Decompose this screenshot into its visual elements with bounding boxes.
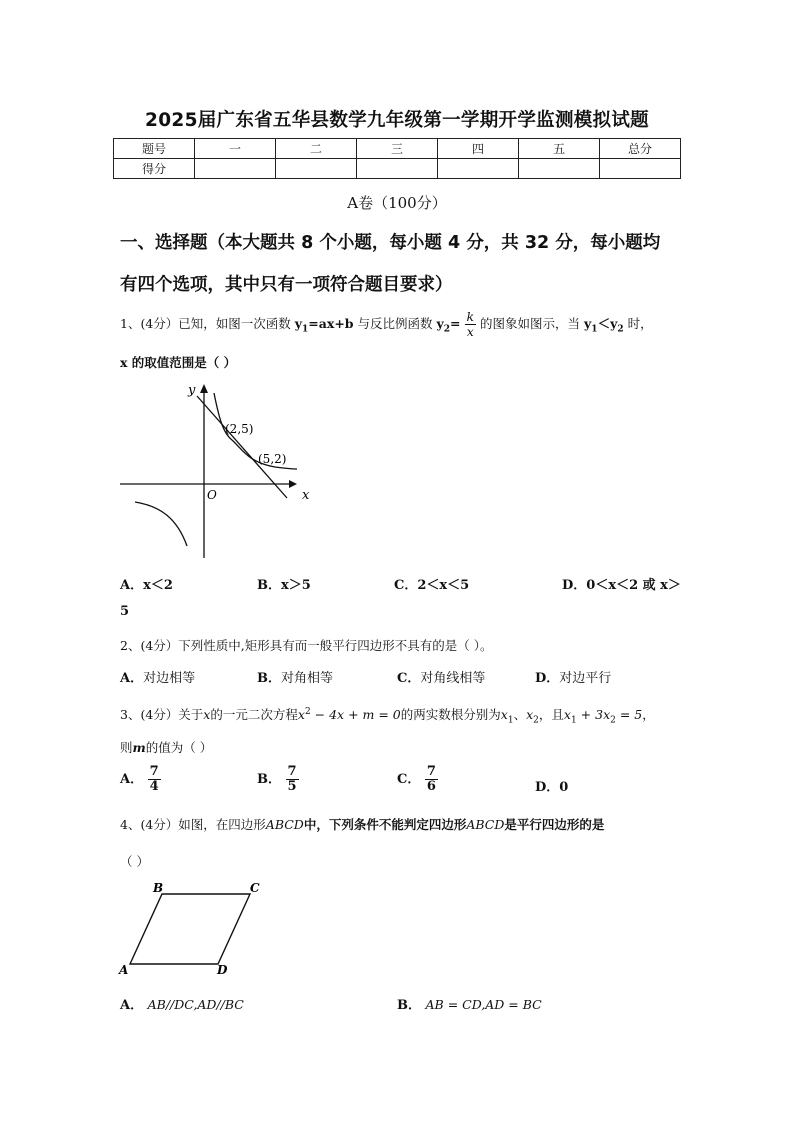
- vertex-label-a: A: [119, 963, 129, 977]
- q1-graph: [115, 378, 320, 563]
- score-header-cell: 总分: [600, 139, 681, 159]
- q1-option-c[interactable]: C．2＜x＜5: [394, 578, 470, 593]
- q3-stem: 3、(4分）关于x的一元二次方程$x^2 - 4x + m = 0$的两实数根分别为$x_1$、$x_2$，且$x_1 + 3x_2 = 5$，: [120, 707, 655, 726]
- q3-option-b-fraction: $\frac{7}{5}$: [287, 764, 297, 794]
- score-table-header-row: [114, 139, 681, 159]
- vertex-label-d: D: [217, 963, 228, 977]
- q3-option-a-fraction: $\frac{7}{4}$: [149, 764, 159, 794]
- score-header-cell: 五: [519, 139, 600, 159]
- score-cell[interactable]: [519, 159, 600, 179]
- q3-stem-line2: 则m的值为（ ）: [120, 740, 213, 755]
- score-cell[interactable]: [357, 159, 438, 179]
- score-cell[interactable]: [195, 159, 276, 179]
- q2-option-c[interactable]: C．对角线相等: [397, 671, 486, 686]
- score-header-cell: 二: [276, 139, 357, 159]
- origin-label: O: [207, 488, 217, 502]
- score-header-cell: 四: [438, 139, 519, 159]
- q3-option-a[interactable]: A． $\frac{7}{4}$: [120, 764, 159, 794]
- q2-option-a[interactable]: A．对边相等: [120, 671, 196, 686]
- q4-parallelogram-figure: [115, 878, 270, 978]
- score-table: [113, 138, 681, 179]
- page-title: 2025届广东省五华县数学九年级第一学期开学监测模拟试题: [145, 110, 649, 131]
- x-axis-label: x: [302, 488, 310, 503]
- q2-stem: 2、(4分）下列性质中,矩形具有而一般平行四边形不具有的是（ ）。: [120, 638, 493, 653]
- score-header-cell: 一: [195, 139, 276, 159]
- score-row-label: 得分: [114, 159, 195, 179]
- q4-option-a[interactable]: A． AB//DC,AD//BC: [120, 997, 244, 1013]
- q1-option-b[interactable]: B．x＞5: [257, 578, 311, 593]
- vertex-label-b: B: [153, 881, 164, 895]
- vertex-label-c: C: [250, 881, 260, 895]
- y-axis-label: y: [188, 383, 196, 398]
- q1-stem: 1、(4分）已知，如图一次函数 $y_1=ax+b$ 与反比例函数 $y_2=$ $\frac{k}{x}$ 的图象如图示，当 $y_1<y_2$ 时，: [120, 309, 653, 339]
- q2-option-d[interactable]: D．对边平行: [535, 671, 612, 686]
- q4-stem: 4、(4分）如图，在四边形ABCD中，下列条件不能判定四边形ABCD是平行四边形的是: [120, 817, 605, 832]
- q4-option-b[interactable]: B． AB = CD,AD = BC: [397, 997, 542, 1013]
- point-label-5-2: (5,2): [258, 452, 287, 466]
- score-cell[interactable]: [600, 159, 681, 179]
- q3-option-b[interactable]: B． $\frac{7}{5}$: [257, 764, 297, 794]
- score-cell[interactable]: [276, 159, 357, 179]
- q1-option-d-wrap: 5: [120, 604, 130, 619]
- parallelogram-abcd: [130, 894, 250, 964]
- score-header-cell: 题号: [114, 139, 195, 159]
- score-header-cell: 三: [357, 139, 438, 159]
- hyperbola-branch-q3: [135, 502, 187, 546]
- q2-option-b[interactable]: B．对角相等: [257, 671, 334, 686]
- x-axis-arrow: [289, 480, 297, 488]
- q1-option-a[interactable]: A．x＜2: [120, 578, 173, 593]
- linear-function-line: [197, 396, 287, 498]
- point-label-2-5: (2,5): [225, 422, 254, 436]
- y-axis-arrow: [200, 384, 208, 393]
- score-cell[interactable]: [438, 159, 519, 179]
- q4-stem-line2: （ ）: [120, 854, 149, 869]
- q1-stem-line2: x 的取值范围是（ ）: [120, 355, 237, 370]
- score-table-score-row: [114, 159, 681, 179]
- q1-fraction: $\frac{k}{x}$: [466, 309, 475, 339]
- q3-option-c-fraction: $\frac{7}{6}$: [426, 764, 436, 794]
- part1-heading-line2: 有四个选项，其中只有一项符合题目要求）: [120, 275, 453, 295]
- q1-option-d[interactable]: D．0＜x＜2 或 x＞: [562, 578, 681, 593]
- q3-option-d[interactable]: D．0: [535, 780, 569, 795]
- part1-heading-line1: 一、选择题（本大题共 8 个小题，每小题 4 分，共 32 分，每小题均: [120, 233, 661, 253]
- section-a-heading: A卷（100分）: [347, 194, 447, 212]
- q3-option-c[interactable]: C． $\frac{7}{6}$: [397, 764, 436, 794]
